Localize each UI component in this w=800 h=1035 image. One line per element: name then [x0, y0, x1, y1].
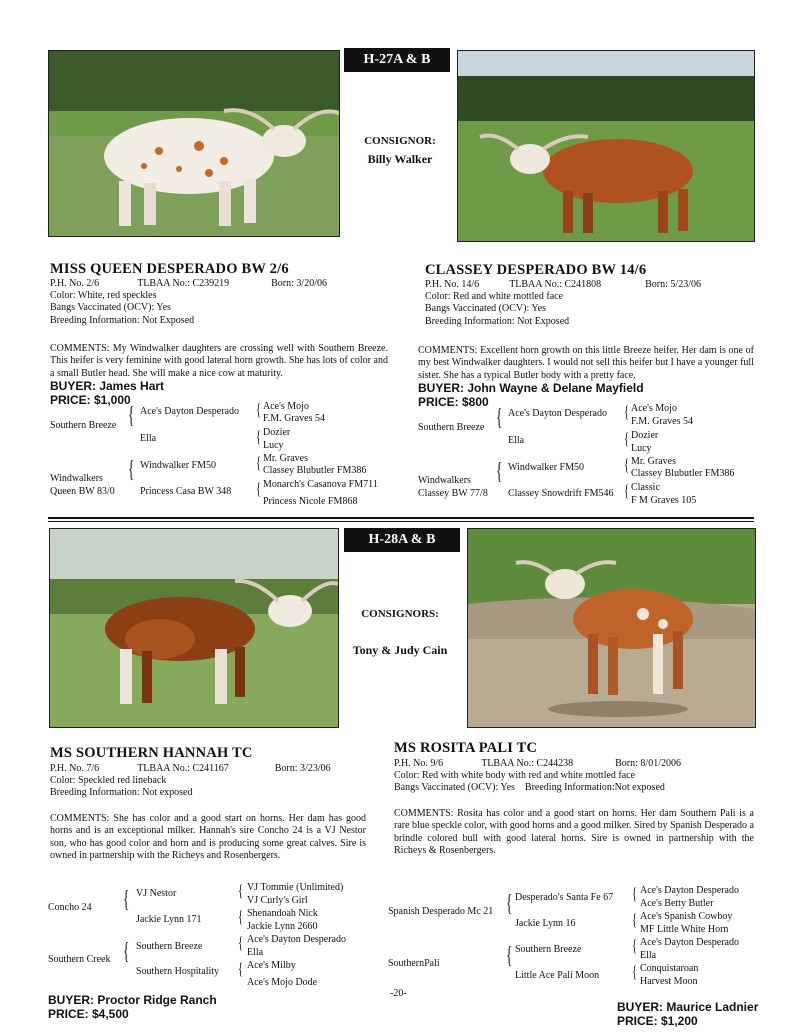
- photo-ms-southern-hannah: [49, 528, 339, 728]
- sale-b: [418, 381, 644, 409]
- brace: {: [128, 457, 135, 483]
- consignor-label: CONSIGNOR:: [364, 135, 436, 147]
- brace: {: [256, 453, 261, 472]
- sds: Shenandoah Nick: [247, 908, 318, 919]
- color: Color: Speckled red lineback: [50, 775, 167, 787]
- sire: Southern Breeze: [50, 420, 117, 431]
- photo-miss-queen-desperado: [48, 50, 340, 237]
- brace: {: [632, 910, 637, 929]
- brace: {: [256, 427, 261, 446]
- dam-dam: Little Ace Pali Moon: [515, 970, 600, 981]
- ddd: Harvest Moon: [640, 976, 698, 987]
- brace: {: [632, 884, 637, 903]
- animal-info-b: [425, 279, 701, 328]
- comments-b: COMMENTS: Excellent horn growth on this little Breeze heifer. Her dam is one of my best Windwalker daughters. I would not sell this heifer but I have a younger full sister. She has a typical Butler body with a pretty face.: [418, 345, 754, 381]
- bangs: Bangs Vaccinated (OCV): Yes: [425, 303, 546, 315]
- sire-dam: Ella: [508, 435, 525, 446]
- sire-dam: Jackie Lynn 171: [136, 914, 202, 925]
- brace: {: [256, 400, 261, 419]
- brace: {: [496, 405, 503, 431]
- color: Color: White, red speckles: [50, 290, 157, 302]
- sire: Spanish Desperado Mc 21: [388, 906, 494, 917]
- photo-ms-rosita-pali: [467, 528, 756, 728]
- sss: Ace's Dayton Desperado: [640, 885, 739, 896]
- price: PRICE: $800: [418, 395, 489, 409]
- sdd: Lucy: [263, 440, 284, 451]
- sire-dam: Ella: [140, 433, 157, 444]
- section-divider: [48, 517, 754, 519]
- dss: Mr. Graves: [263, 453, 308, 464]
- dam-sire: Southern Breeze: [136, 941, 203, 952]
- dam-line2: Queen BW 83/0: [50, 486, 115, 497]
- comments-d: COMMENTS: Rosita has color and a good start on horns. Her dam Southern Pali is a rare blue speckle color, with good horns and a good milker. Sired by Spanish Desperado a brindle colored bull with good lateral horns. Sire is owned in partnership with the Richeys & Rosenbergers.: [394, 808, 754, 857]
- dds: Conquistaroan: [640, 963, 699, 974]
- buyer: BUYER: James Hart: [50, 379, 165, 393]
- sale-d: [617, 1000, 758, 1028]
- ddd: Princess Nicole FM868: [263, 496, 358, 507]
- sire-sire: VJ Nestor: [136, 888, 177, 899]
- dam-line1: Windwalkers: [418, 475, 471, 486]
- brace: {: [256, 479, 261, 498]
- ph-number: P.H. No. 7/6: [50, 763, 100, 774]
- animal-info-a: [50, 278, 327, 327]
- dsd: Ella: [640, 950, 657, 961]
- brace: {: [624, 455, 629, 474]
- dam-line2: Classey BW 77/8: [418, 488, 488, 499]
- sss: Ace's Mojo: [631, 403, 677, 414]
- section-divider-thin: [48, 521, 754, 522]
- dss: Ace's Dayton Desperado: [640, 937, 739, 948]
- sale-a: [50, 379, 164, 407]
- sire: Southern Breeze: [418, 422, 485, 433]
- comments-c: COMMENTS: She has color and a good start on horns. Her dam has good horns and is an exceptional milker. Hannah's sire Concho 24 is a VJ Nestor son, who has good color and horn and is producing some great calves. Sire is owned in partnership with the Richeys and Rosenbergers.: [50, 813, 366, 862]
- comments-a: COMMENTS: My Windwalker daughters are crossing well with Southern Breeze. This heifer is very feminine with good lateral horn growth. She has lots of color and a small Butler head. She will make a nice cow at maturity.: [50, 343, 388, 379]
- dam-dam: Southern Hospitality: [136, 966, 220, 977]
- animal-name-d: MS ROSITA PALI TC: [394, 740, 538, 756]
- animal-name-b: CLASSEY DESPERADO BW 14/6: [425, 262, 647, 278]
- dam-dam: Classey Snowdrift FM546: [508, 488, 614, 499]
- brace: {: [123, 887, 130, 913]
- consignor-block-lot1: [340, 132, 460, 168]
- consignor-block-lot2: [340, 605, 460, 659]
- sale-c: [48, 993, 217, 1021]
- brace: {: [632, 936, 637, 955]
- animal-name-c: MS SOUTHERN HANNAH TC: [50, 745, 253, 761]
- brace: {: [624, 429, 629, 448]
- sss: VJ Tommie (Unlimited): [247, 882, 344, 893]
- dsd: Classey Blubutler FM386: [631, 468, 735, 479]
- sds: Dozier: [631, 430, 659, 441]
- ssd: VJ Curly's Girl: [247, 895, 308, 906]
- photo-classey-desperado: [457, 50, 755, 242]
- sds: Ace's Spanish Cowboy: [640, 911, 733, 922]
- consignor-name: Billy Walker: [367, 152, 433, 166]
- ddd: Ace's Mojo Dode: [247, 977, 318, 988]
- buyer: BUYER: John Wayne & Delane Mayfield: [418, 381, 644, 395]
- sire-sire: Desperado's Santa Fe 67: [515, 892, 614, 903]
- dam-dam: Princess Casa BW 348: [140, 486, 232, 497]
- animal-name-a: MISS QUEEN DESPERADO BW 2/6: [50, 261, 289, 277]
- dds: Monarch's Casanova FM711: [263, 479, 378, 490]
- price: PRICE: $4,500: [48, 1007, 129, 1021]
- ssd: Ace's Betty Butler: [640, 898, 714, 909]
- lot-label-h27: H-27A & B: [344, 48, 450, 72]
- breeding-info: Breeding Information: Not Exposed: [50, 314, 195, 326]
- sire-sire: Ace's Dayton Desperado: [140, 406, 239, 417]
- tlbaa-number: TLBAA No.: C241808: [509, 279, 602, 290]
- sire-dam: Jackie Lynn 16: [515, 918, 576, 929]
- sss: Ace's Mojo: [263, 401, 309, 412]
- dsd: Classey Blubutler FM386: [263, 465, 367, 476]
- consignor-label: CONSIGNORS:: [361, 608, 439, 620]
- born-date: Born: 3/20/06: [271, 278, 327, 289]
- buyer: BUYER: Maurice Ladnier: [617, 1000, 759, 1014]
- price: PRICE: $1,200: [617, 1014, 698, 1028]
- price: PRICE: $1,000: [50, 393, 131, 407]
- born-date: Born: 8/01/2006: [615, 758, 681, 769]
- dam-sire: Southern Breeze: [515, 944, 582, 955]
- sds: Dozier: [263, 427, 291, 438]
- dam: Southern Creek: [48, 954, 111, 965]
- brace: {: [632, 962, 637, 981]
- brace: {: [123, 939, 130, 965]
- breeding-info: Breeding Information: Not exposed: [50, 787, 193, 799]
- bangs: Bangs Vaccinated (OCV): Yes: [394, 782, 515, 794]
- dam: SouthernPali: [388, 958, 440, 969]
- color: Color: Red and white mottled face: [425, 291, 564, 303]
- breeding-info: Breeding Information:Not exposed: [524, 782, 665, 794]
- dds: Classic: [631, 482, 660, 493]
- color: Color: Red with white body with red and white mottled face: [394, 770, 636, 782]
- sire-sire: Ace's Dayton Desperado: [508, 408, 607, 419]
- brace: {: [624, 402, 629, 421]
- brace: {: [624, 481, 629, 500]
- dss: Mr. Graves: [631, 456, 676, 467]
- ddd: F M Graves 105: [631, 495, 697, 506]
- brace: {: [238, 881, 243, 900]
- brace: {: [496, 459, 503, 485]
- tlbaa-number: TLBAA No.: C244238: [481, 758, 574, 769]
- dds: Ace's Milby: [247, 960, 296, 971]
- tlbaa-number: TLBAA No.: C241167: [137, 763, 229, 774]
- brace: {: [506, 891, 513, 917]
- dam-sire: Windwalker FM50: [140, 460, 216, 471]
- brace: {: [238, 959, 243, 978]
- animal-info-c: [50, 763, 331, 800]
- ssd: F.M. Graves 54: [263, 413, 325, 424]
- page-number: -20-: [390, 988, 407, 999]
- brace: {: [238, 907, 243, 926]
- brace: {: [128, 403, 135, 429]
- buyer: BUYER: Proctor Ridge Ranch: [48, 993, 217, 1007]
- sire: Concho 24: [48, 902, 92, 913]
- ph-number: P.H. No. 9/6: [394, 758, 444, 769]
- sdd: Jackie Lynn 2660: [247, 921, 318, 932]
- dam-line1: Windwalkers: [50, 473, 103, 484]
- animal-info-d: [394, 758, 681, 795]
- ph-number: P.H. No. 2/6: [50, 278, 100, 289]
- bangs: Bangs Vaccinated (OCV): Yes: [50, 302, 171, 314]
- ssd: F.M. Graves 54: [631, 416, 693, 427]
- born-date: Born: 5/23/06: [645, 279, 701, 290]
- breeding-info: Breeding Information: Not Exposed: [425, 315, 570, 327]
- born-date: Born: 3/23/06: [274, 763, 331, 774]
- tlbaa-number: TLBAA No.: C239219: [137, 278, 230, 289]
- consignor-name: Tony & Judy Cain: [352, 643, 448, 657]
- sdd: MF Little White Horn: [640, 924, 729, 935]
- dss: Ace's Dayton Desperado: [247, 934, 346, 945]
- brace: {: [506, 943, 513, 969]
- sdd: Lucy: [631, 443, 652, 454]
- ph-number: P.H. No. 14/6: [425, 279, 480, 290]
- dsd: Ella: [247, 947, 264, 958]
- brace: {: [238, 933, 243, 952]
- lot-label-h28: H-28A & B: [344, 528, 460, 552]
- dam-sire: Windwalker FM50: [508, 462, 584, 473]
